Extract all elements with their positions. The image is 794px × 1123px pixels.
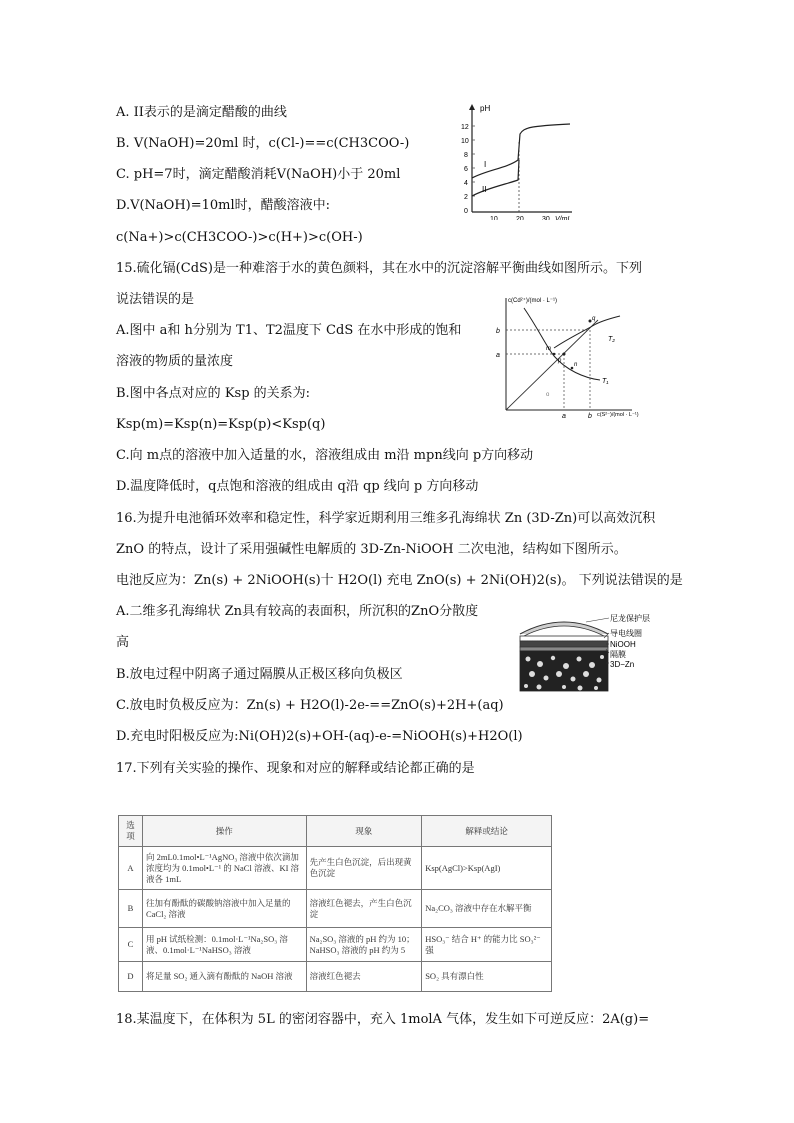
- point-n: [571, 367, 574, 370]
- table-cell: Ksp(AgCl)>Ksp(AgI): [422, 847, 552, 890]
- q17-stem: 17.下列有关实验的操作、现象和对应的解释或结论都正确的是: [116, 761, 475, 776]
- y-tick-label: 4: [464, 180, 468, 187]
- q15-option-a-cont: 溶液的物质的量浓度: [116, 354, 234, 369]
- q16-option-a-cont: 高: [116, 635, 130, 650]
- table-cell: Na₂SO₃ 溶液的 pH 约为 10；NaHSO₃ 溶液的 pH 约为 5: [306, 928, 422, 962]
- table-cell: Na₂CO₃ 溶液中存在水解平衡: [422, 890, 552, 928]
- solubility-graph: [484, 290, 644, 420]
- table-row: [119, 890, 552, 928]
- q14-option-d-cont: c(Na+)>c(CH3COO-)>c(H+)>c(OH-): [116, 230, 363, 245]
- table-cell: 往加有酚酞的碳酸钠溶液中加入足量的 CaCl₂ 溶液: [142, 890, 306, 928]
- q15-option-b: B.图中各点对应的 Ksp 的关系为:: [116, 386, 311, 401]
- q15-option-c: C.向 m点的溶液中加入适量的水，溶液组成由 m沿 mpn线向 p方向移动: [116, 448, 534, 463]
- y-tick-label: 0: [464, 208, 468, 215]
- label-q: q: [592, 316, 596, 322]
- table-cell: HSO₃⁻ 结合 H⁺ 的能力比 SO₃²⁻ 强: [422, 928, 552, 962]
- table-header-row: [119, 816, 552, 847]
- label-m: m: [546, 346, 551, 352]
- y-tick-label: 6: [464, 166, 468, 173]
- q15-option-b-cont: Ksp(m)=Ksp(n)=Ksp(p)<Ksp(q): [116, 417, 326, 432]
- battery-diagram: [512, 608, 674, 696]
- table-row: [119, 847, 552, 890]
- x-tick-label: 30: [542, 216, 550, 220]
- q16-stem: 16.为提升电池循环效率和稳定性，科学家近期利用三维多孔海绵状 Zn (3D-Zn)可以高效沉积: [116, 511, 656, 526]
- separator-layer: [520, 647, 608, 651]
- label-t2: T₂: [608, 336, 615, 343]
- q14-option-d: D.V(NaOH)=10ml时，醋酸溶液中:: [116, 198, 331, 213]
- q15-option-d: D.温度降低时，q点饱和溶液的组成由 q沿 qp 线向 p 方向移动: [116, 479, 479, 494]
- label-a-x: a: [562, 413, 566, 420]
- x-tick-label: 20: [516, 216, 524, 220]
- y-tick-label: 8: [464, 152, 468, 159]
- curve-ii: [472, 160, 519, 196]
- table-cell: D: [119, 962, 143, 992]
- y-tick-label: 10: [461, 138, 469, 145]
- graph-y-label: pH: [480, 104, 491, 113]
- q16-reaction: 电池反应为：Zn(s) + 2NiOOH(s)十 H2O(l) 充电 ZnO(s) + 2Ni(OH)2(s)。 下列说法错误的是: [116, 573, 683, 588]
- experiment-table: [118, 815, 552, 992]
- titration-graph: [452, 100, 577, 220]
- point-p: [563, 353, 566, 356]
- header-phenomenon: 现象: [306, 816, 422, 847]
- table-cell: C: [119, 928, 143, 962]
- q16-option-b: B.放电过程中阴离子通过隔膜从正极区移向负极区: [116, 667, 403, 682]
- q14-option-c: C. pH=7时，滴定醋酸消耗V(NaOH)小于 20ml: [116, 167, 401, 182]
- table-row: [119, 928, 552, 962]
- graph-x-label: c(S²⁻)/(mol · L⁻¹): [597, 412, 639, 418]
- x-tick-label: 10: [490, 216, 498, 220]
- graph-y-label: c(Cd²⁺)/(mol · L⁻¹): [508, 298, 557, 304]
- nioh-layer: [520, 641, 608, 647]
- header-operation: 操作: [142, 816, 306, 847]
- diagonal-line: [506, 320, 598, 410]
- label-p: p: [558, 358, 562, 364]
- q18-stem: 18.某温度下，在体积为 5L 的密闭容器中，充入 1molA 气体，发生如下可逆反应：2A(g)=: [116, 1012, 650, 1027]
- header-option: 选项: [119, 816, 143, 847]
- q16-option-a: A.二维多孔海绵状 Zn具有较高的表面积，所沉积的ZnO分散度: [116, 604, 479, 619]
- label-a: a: [496, 352, 500, 359]
- q16-stem-cont: ZnO 的特点，设计了采用强碱性电解质的 3D-Zn-NiOOH 二次电池，结构如下图所示。: [116, 542, 627, 557]
- q15-option-a: A.图中 a和 h分别为 T1、T2温度下 CdS 在水中形成的饱和: [116, 323, 462, 338]
- table-cell: SO₂ 具有漂白性: [422, 962, 552, 992]
- header-conclusion: 解释或结论: [422, 816, 552, 847]
- curve-i-label: I: [484, 160, 487, 169]
- table-cell: 将足量 SO₂ 通入滴有酚酞的 NaOH 溶液: [142, 962, 306, 992]
- curve-i: [472, 124, 570, 178]
- label-3d-zn: 3D−Zn: [610, 660, 635, 669]
- y-tick-label: 2: [464, 194, 468, 201]
- conductive-coil: [520, 636, 608, 641]
- label-b: b: [496, 328, 500, 335]
- q14-option-a: A. II表示的是滴定醋酸的曲线: [116, 105, 287, 120]
- label-protective-layer: 尼龙保护层: [610, 614, 650, 623]
- table-row: [119, 962, 552, 992]
- curve-t2: [554, 316, 620, 348]
- table-cell: 用 pH 试纸检测：0.1mol·L⁻¹Na₂SO₃ 溶液、0.1mol·L⁻¹NaHSO₃ 溶液: [142, 928, 306, 962]
- curve-ii-label: II: [482, 185, 487, 194]
- table-cell: 溶液红色褪去: [306, 962, 422, 992]
- table-cell: A: [119, 847, 143, 890]
- table-cell: 溶液红色褪去，产生白色沉淀: [306, 890, 422, 928]
- label-separator: 隔膜: [610, 650, 626, 659]
- label-n: n: [574, 362, 578, 368]
- label-b-x: b: [588, 413, 592, 420]
- table-cell: 先产生白色沉淀，后出现黄色沉淀: [306, 847, 422, 890]
- table-cell: B: [119, 890, 143, 928]
- q15-stem: 15.硫化镉(CdS)是一种难溶于水的黄色颜料，其在水中的沉淀溶解平衡曲线如图所示。下列: [116, 261, 642, 276]
- curve-t1: [524, 308, 600, 380]
- q15-stem-cont: 说法错误的是: [116, 292, 195, 307]
- label-t1: T₁: [602, 378, 609, 385]
- label-niooh: NiOOH: [610, 640, 636, 649]
- label-origin: o: [546, 392, 550, 398]
- label-conductive-coil: 导电线圈: [610, 629, 642, 638]
- q16-option-c: C.放电时负极反应为：Zn(s) + H2O(l)-2e-==ZnO(s)+2H+(aq): [116, 698, 504, 713]
- q16-option-d: D.充电时阳极反应为:Ni(OH)2(s)+OH-(aq)-e-=NiOOH(s)+H2O(l): [116, 729, 523, 744]
- q14-option-b: B. V(NaOH)=20ml 时，c(Cl-)==c(CH3COO-): [116, 136, 410, 151]
- graph-x-label: V/mL: [555, 216, 572, 220]
- point-m: [553, 353, 556, 356]
- y-tick-label: 12: [461, 124, 469, 131]
- table-cell: 向 2mL0.1mol•L⁻¹AgNO₃ 溶液中依次滴加浓度均为 0.1mol•L⁻¹ 的 NaCl 溶液、KI 溶液各 1mL: [142, 847, 306, 890]
